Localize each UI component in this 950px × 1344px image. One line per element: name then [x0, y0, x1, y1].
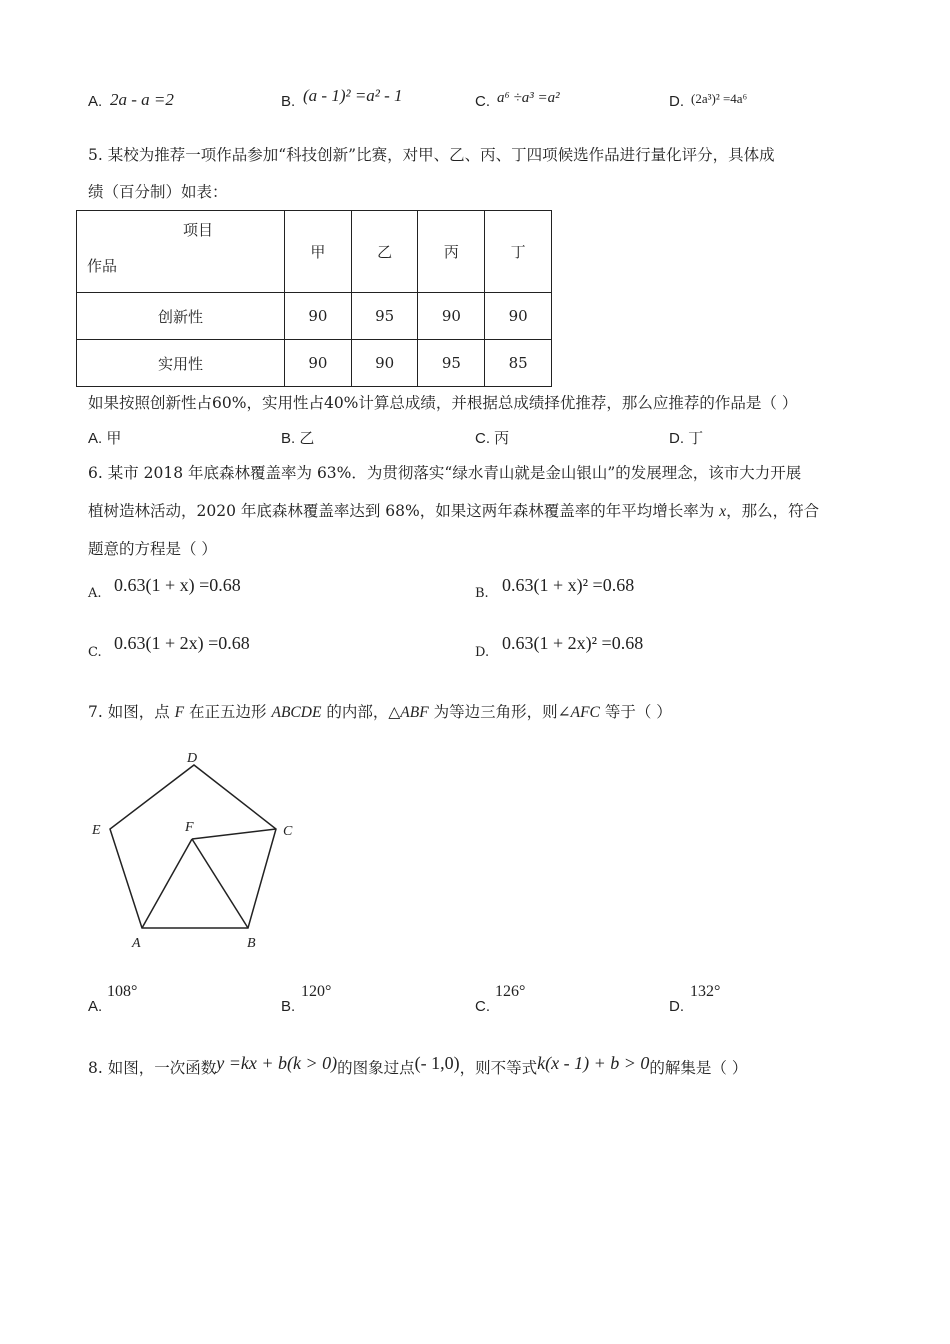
q5-option-a: A. 甲	[88, 430, 122, 447]
table-col-jia: 甲	[284, 211, 351, 293]
q4-option-d-label: D.	[669, 93, 684, 110]
q6-option-d-expr: 0.63(1 + 2x)² =0.68	[502, 633, 644, 653]
table-header-work: 作品	[87, 257, 118, 275]
q6-option-d-label: D.	[475, 645, 490, 660]
q5-option-b: B. 乙	[281, 430, 315, 447]
table-cell: 90	[418, 293, 485, 340]
segment-fc	[192, 829, 276, 839]
table-cell: 95	[351, 293, 418, 340]
q6-option-c-label: C.	[88, 645, 102, 660]
q8-function: y =kx + b(k > 0)	[216, 1053, 338, 1073]
q5-option-d: D. 丁	[669, 430, 704, 447]
table-cell: 90	[284, 293, 351, 340]
q4-option-b-label: B.	[281, 93, 296, 110]
q7-option-d-value: 132°	[690, 983, 721, 1000]
label-a: A	[132, 936, 141, 951]
table-cell: 90	[351, 340, 418, 387]
q4-option-a-label: A.	[88, 93, 103, 110]
table-header-project: 项目	[183, 221, 214, 239]
q4-option-c-label: C.	[475, 93, 490, 110]
q4-option-d-expr: (2a³)² =4a⁶	[691, 91, 748, 106]
label-e: E	[92, 823, 101, 838]
table-row-name: 实用性	[77, 340, 285, 387]
table-cell: 85	[485, 340, 552, 387]
q6-question-line1: 6. 某市 2018 年底森林覆盖率为 63%．为贯彻落实“绿水青山就是金山银山”的发展理念，该市大力开展	[88, 464, 802, 482]
table-col-ding: 丁	[485, 211, 552, 293]
q8-question: 8. 如图，一次函数y =kx + b(k > 0)的图象过点(- 1,0)，则不等式k(x - 1) + b > 0的解集是（ ）	[88, 1053, 748, 1077]
q7-option-c-label: C.	[475, 998, 490, 1015]
q6-question-line3: 题意的方程是（ ）	[88, 540, 217, 558]
table-cell: 95	[418, 340, 485, 387]
table-cell: 90	[284, 340, 351, 387]
pentagon-abcde	[110, 765, 276, 928]
q4-option-c-expr: a⁶ ÷a³ =a²	[497, 90, 560, 106]
q5-question-line1: 5. 某校为推荐一项作品参加“科技创新”比赛，对甲、乙、丙、丁四项候选作品进行量化评分，具体成	[88, 146, 775, 164]
q5-option-c: C. 丙	[475, 430, 510, 447]
label-d: D	[187, 751, 198, 766]
table-cell: 90	[485, 293, 552, 340]
q6-option-b-expr: 0.63(1 + x)² =0.68	[502, 575, 635, 595]
table-col-bing: 丙	[418, 211, 485, 293]
q8-inequality: k(x - 1) + b > 0	[537, 1053, 650, 1073]
table-row-name: 创新性	[77, 293, 285, 340]
q4-option-a-expr: 2a - a =2	[110, 90, 174, 109]
segment-fb	[192, 839, 248, 928]
q7-option-b-value: 120°	[301, 983, 332, 1000]
pentagon-figure	[80, 745, 320, 955]
q7-option-c-value: 126°	[495, 983, 526, 1000]
q6-option-a-label: A.	[88, 586, 102, 601]
q6-option-b-label: B.	[475, 586, 489, 601]
label-f: F	[185, 820, 194, 835]
q5-question-line3: 如果按照创新性占60%，实用性占40%计算总成绩，并根据总成绩择优推荐，那么应推荐的作品是（ ）	[88, 394, 798, 412]
q6-option-a-expr: 0.63(1 + x) =0.68	[114, 575, 241, 595]
q5-question-line2: 绩（百分制）如表：	[88, 183, 228, 201]
label-c: C	[283, 824, 293, 839]
q6-option-c-expr: 0.63(1 + 2x) =0.68	[114, 633, 250, 653]
label-b: B	[247, 936, 256, 951]
table-col-yi: 乙	[351, 211, 418, 293]
q7-option-b-label: B.	[281, 998, 296, 1015]
table-row	[77, 293, 552, 340]
q7-option-a-label: A.	[88, 998, 103, 1015]
table-row	[77, 340, 552, 387]
q7-question: 7. 如图，点 F 在正五边形 ABCDE 的内部，△ABF 为等边三角形，则∠AFC 等于（ ）	[88, 703, 672, 721]
table-corner-cell	[77, 211, 285, 293]
q4-option-b-expr: (a - 1)² =a² - 1	[303, 86, 403, 105]
q7-option-d-label: D.	[669, 998, 684, 1015]
segment-af	[142, 839, 192, 928]
q6-question-line2: 植树造林活动，2020 年底森林覆盖率达到 68%，如果这两年森林覆盖率的年平均增长率为 x，那么，符合	[88, 502, 820, 520]
score-table	[76, 210, 552, 387]
table-header-row	[77, 211, 552, 293]
q7-option-a-value: 108°	[107, 983, 138, 1000]
q8-point: (- 1,0)	[414, 1053, 460, 1073]
